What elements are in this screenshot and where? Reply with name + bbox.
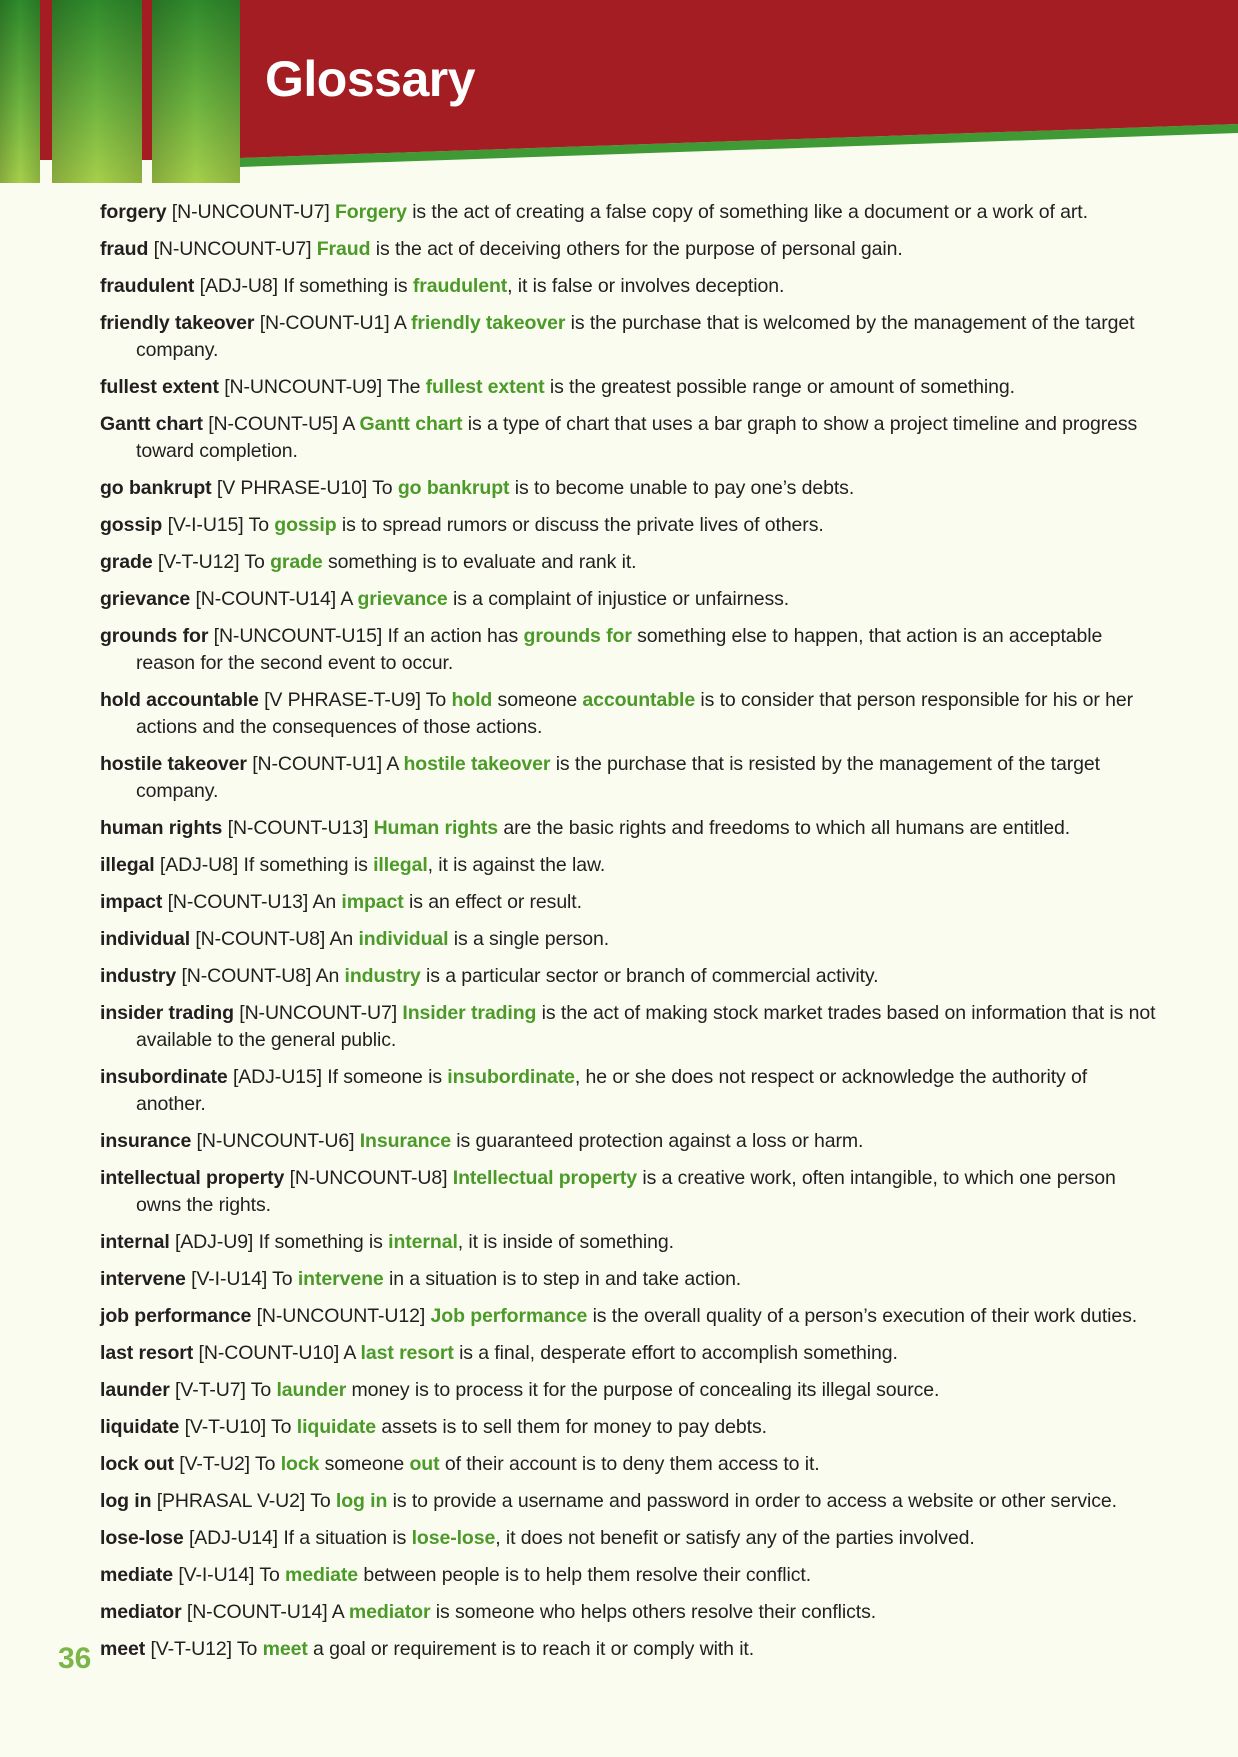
entry-highlight: fullest extent: [425, 376, 545, 398]
glossary-entry: [100, 623, 1158, 677]
glossary-entry: [100, 1636, 1158, 1663]
entry-headword: fraud: [100, 238, 149, 260]
entry-text: is a final, desperate effort to accomplish something.: [453, 1342, 898, 1364]
entry-highlight: out: [409, 1453, 440, 1475]
glossary-entry: [100, 1599, 1158, 1626]
entry-text: money is to process it for the purpose of concealing its illegal source.: [346, 1379, 940, 1401]
entry-highlight: meet: [262, 1638, 308, 1660]
entry-text: [N-UNCOUNT-U8]: [284, 1167, 453, 1189]
page-number: 36: [58, 1642, 92, 1675]
entry-text: [N-COUNT-U13]: [222, 817, 374, 839]
entry-highlight: lock: [280, 1453, 320, 1475]
entry-text: is to become unable to pay one’s debts.: [509, 477, 855, 499]
glossary-entry: [100, 1525, 1158, 1552]
entry-headword: illegal: [100, 854, 155, 876]
entry-highlight: last resort: [360, 1342, 454, 1364]
entry-text: [N-COUNT-U1] A: [254, 312, 411, 334]
entry-highlight: Insurance: [359, 1130, 451, 1152]
entry-headword: intellectual property: [100, 1167, 285, 1189]
entry-text: is to consider that person responsible for his or her actions and the consequences of those actions.: [136, 689, 1133, 738]
entry-text: a goal or requirement is to reach it or comply with it.: [307, 1638, 755, 1660]
glossary-entry: [100, 926, 1158, 953]
entry-text: [N-UNCOUNT-U15] If an action has: [208, 625, 524, 647]
glossary-entry: [100, 963, 1158, 990]
entry-text: assets is to sell them for money to pay debts.: [376, 1416, 767, 1438]
entry-highlight: Fraud: [316, 238, 371, 260]
entry-headword: mediator: [100, 1601, 182, 1623]
entry-text: [V-T-U7] To: [169, 1379, 277, 1401]
entry-highlight: mediate: [285, 1564, 359, 1586]
glossary-entry: [100, 374, 1158, 401]
entry-text: , it is false or involves deception.: [507, 275, 785, 297]
entry-headword: insider trading: [100, 1002, 234, 1024]
entry-headword: meet: [100, 1638, 146, 1660]
entry-text: [ADJ-U14] If a situation is: [183, 1527, 412, 1549]
entry-text: is the purchase that is resisted by the management of the target company.: [136, 753, 1100, 802]
entry-headword: hold accountable: [100, 689, 259, 711]
glossary-entry: [100, 1128, 1158, 1155]
entry-highlight: illegal: [373, 854, 428, 876]
entry-headword: friendly takeover: [100, 312, 255, 334]
entry-highlight: hostile takeover: [403, 753, 551, 775]
entry-text: [V-I-U15] To: [162, 514, 275, 536]
glossary-entry: [100, 310, 1158, 364]
entry-text: is a complaint of injustice or unfairness.: [447, 588, 790, 610]
glossary-entry: [100, 475, 1158, 502]
entry-text: something is to evaluate and rank it.: [322, 551, 637, 573]
glossary-entry: [100, 1064, 1158, 1118]
entry-text: [N-UNCOUNT-U9] The: [218, 376, 426, 398]
entry-text: [N-UNCOUNT-U7]: [166, 201, 335, 223]
entry-text: is a single person.: [448, 928, 610, 950]
glossary-entry: [100, 411, 1158, 465]
entry-text: is the purchase that is welcomed by the management of the target company.: [136, 312, 1135, 361]
entry-text: [V-T-U12] To: [152, 551, 271, 573]
entry-highlight: insubordinate: [447, 1066, 575, 1088]
entry-text: [N-COUNT-U8] An: [190, 928, 359, 950]
entry-text: of their account is to deny them access to it.: [439, 1453, 820, 1475]
entry-headword: liquidate: [100, 1416, 180, 1438]
glossary-entry: [100, 1303, 1158, 1330]
glossary-entry: [100, 815, 1158, 842]
glossary-entry: [100, 549, 1158, 576]
entry-highlight: grade: [270, 551, 323, 573]
glossary-entry: [100, 1451, 1158, 1478]
entry-headword: gossip: [100, 514, 163, 536]
entry-headword: insurance: [100, 1130, 192, 1152]
glossary-entry: [100, 889, 1158, 916]
entry-highlight: launder: [276, 1379, 347, 1401]
entry-text: , it is inside of something.: [457, 1231, 674, 1253]
entry-text: someone: [492, 689, 583, 711]
glossary-entry: [100, 687, 1158, 741]
entry-text: between people is to help them resolve their conflict.: [358, 1564, 812, 1586]
entry-text: is a type of chart that uses a bar graph to show a project timeline and progress toward completion.: [136, 413, 1138, 462]
page-header: [0, 0, 1238, 190]
entry-text: is guaranteed protection against a loss or harm.: [450, 1130, 864, 1152]
entry-headword: Gantt chart: [100, 413, 203, 435]
entry-headword: impact: [100, 891, 163, 913]
entry-headword: log in: [100, 1490, 152, 1512]
entry-headword: grievance: [100, 588, 191, 610]
entry-text: [N-UNCOUNT-U7]: [148, 238, 317, 260]
glossary-entry: [100, 852, 1158, 879]
entry-headword: industry: [100, 965, 177, 987]
entry-text: [N-COUNT-U10] A: [193, 1342, 361, 1364]
entry-highlight: intervene: [297, 1268, 384, 1290]
entry-text: [N-UNCOUNT-U7]: [233, 1002, 403, 1024]
entry-text: [N-UNCOUNT-U12]: [251, 1305, 431, 1327]
entry-text: are the basic rights and freedoms to which all humans are entitled.: [498, 817, 1071, 839]
glossary-entry: [100, 751, 1158, 805]
entry-text: [N-COUNT-U13] An: [162, 891, 342, 913]
entry-headword: lock out: [100, 1453, 174, 1475]
entry-text: is a particular sector or branch of commercial activity.: [420, 965, 879, 987]
entry-headword: grounds for: [100, 625, 209, 647]
entry-highlight: liquidate: [296, 1416, 377, 1438]
page-title: Glossary: [265, 51, 476, 107]
entry-headword: fullest extent: [100, 376, 219, 398]
entry-highlight: internal: [388, 1231, 458, 1253]
entry-highlight: accountable: [582, 689, 696, 711]
entry-text: [V-I-U14] To: [173, 1564, 286, 1586]
glossary-entry: [100, 1488, 1158, 1515]
glossary-entry: [100, 1165, 1158, 1219]
entry-text: is to provide a username and password in order to access a website or other service.: [387, 1490, 1117, 1512]
entry-text: [ADJ-U8] If something is: [154, 854, 374, 876]
entry-text: [V PHRASE-T-U9] To: [258, 689, 452, 711]
entry-highlight: go bankrupt: [397, 477, 510, 499]
entry-text: is someone who helps others resolve their conflicts.: [430, 1601, 877, 1623]
entry-highlight: log in: [335, 1490, 388, 1512]
entry-headword: internal: [100, 1231, 170, 1253]
entry-text: [V-T-U2] To: [173, 1453, 281, 1475]
entry-headword: last resort: [100, 1342, 194, 1364]
entry-headword: mediate: [100, 1564, 173, 1586]
entry-text: is a creative work, often intangible, to which one person owns the rights.: [136, 1167, 1116, 1216]
entry-headword: insubordinate: [100, 1066, 228, 1088]
entry-text: is the greatest possible range or amount of something.: [544, 376, 1015, 398]
entry-text: , he or she does not respect or acknowledge the authority of another.: [136, 1066, 1088, 1115]
entry-highlight: individual: [358, 928, 449, 950]
entry-highlight: hold: [451, 689, 493, 711]
entry-headword: fraudulent: [100, 275, 195, 297]
entry-headword: grade: [100, 551, 153, 573]
entry-highlight: impact: [341, 891, 404, 913]
entry-text: [V PHRASE-U10] To: [211, 477, 398, 499]
entry-text: [V-T-U12] To: [145, 1638, 263, 1660]
entry-highlight: Insider trading: [402, 1002, 537, 1024]
entry-text: , it does not benefit or satisfy any of the parties involved.: [495, 1527, 975, 1549]
entry-highlight: gossip: [274, 514, 337, 536]
entry-headword: launder: [100, 1379, 170, 1401]
entry-text: something else to happen, that action is an acceptable reason for the second event to occur.: [136, 625, 1103, 674]
glossary-entry: [100, 512, 1158, 539]
entry-highlight: mediator: [348, 1601, 431, 1623]
entry-text: [V-T-U10] To: [179, 1416, 297, 1438]
glossary-entry: [100, 273, 1158, 300]
glossary-entry: [100, 1414, 1158, 1441]
glossary-entry: [100, 1000, 1158, 1054]
glossary-entry: [100, 1562, 1158, 1589]
entry-highlight: fraudulent: [412, 275, 508, 297]
entry-headword: job performance: [100, 1305, 252, 1327]
entry-highlight: lose-lose: [411, 1527, 496, 1549]
entry-text: [PHRASAL V-U2] To: [151, 1490, 336, 1512]
entry-headword: hostile takeover: [100, 753, 247, 775]
entry-highlight: grounds for: [523, 625, 632, 647]
entry-text: is the act of creating a false copy of something like a document or a work of art.: [406, 201, 1088, 223]
entry-headword: intervene: [100, 1268, 186, 1290]
entry-text: is an effect or result.: [403, 891, 582, 913]
glossary-entry: [100, 236, 1158, 263]
glossary-list: [100, 199, 1158, 1673]
entry-text: [N-COUNT-U8] An: [176, 965, 345, 987]
entry-headword: lose-lose: [100, 1527, 184, 1549]
entry-text: [N-COUNT-U5] A: [202, 413, 360, 435]
entry-highlight: Human rights: [373, 817, 499, 839]
entry-text: , it is against the law.: [427, 854, 606, 876]
entry-text: [ADJ-U15] If someone is: [227, 1066, 448, 1088]
glossary-entry: [100, 1229, 1158, 1256]
glossary-entry: [100, 586, 1158, 613]
entry-text: [N-COUNT-U14] A: [181, 1601, 349, 1623]
glossary-entry: [100, 1266, 1158, 1293]
entry-headword: individual: [100, 928, 191, 950]
entry-highlight: Intellectual property: [452, 1167, 638, 1189]
entry-headword: forgery: [100, 201, 167, 223]
glossary-entry: [100, 1340, 1158, 1367]
entry-text: [N-COUNT-U1] A: [246, 753, 404, 775]
entry-headword: human rights: [100, 817, 223, 839]
entry-highlight: grievance: [357, 588, 448, 610]
entry-text: is to spread rumors or discuss the private lives of others.: [336, 514, 824, 536]
entry-highlight: friendly takeover: [410, 312, 566, 334]
entry-text: [N-COUNT-U14] A: [190, 588, 358, 610]
header-banner-graphic: [0, 0, 1238, 190]
entry-text: is the act of making stock market trades based on information that is not available to the general public.: [136, 1002, 1156, 1051]
entry-text: someone: [319, 1453, 410, 1475]
entry-text: [ADJ-U9] If something is: [169, 1231, 389, 1253]
entry-text: in a situation is to step in and take action.: [383, 1268, 742, 1290]
glossary-entry: [100, 1377, 1158, 1404]
entry-highlight: Gantt chart: [359, 413, 463, 435]
entry-highlight: Job performance: [430, 1305, 588, 1327]
entry-text: [ADJ-U8] If something is: [194, 275, 413, 297]
entry-text: is the act of deceiving others for the purpose of personal gain.: [370, 238, 903, 260]
entry-highlight: Forgery: [334, 201, 407, 223]
entry-highlight: industry: [344, 965, 421, 987]
entry-text: [N-UNCOUNT-U6]: [191, 1130, 360, 1152]
entry-text: is the overall quality of a person’s execution of their work duties.: [587, 1305, 1138, 1327]
entry-headword: go bankrupt: [100, 477, 212, 499]
glossary-entry: [100, 199, 1158, 226]
entry-text: [V-I-U14] To: [185, 1268, 298, 1290]
